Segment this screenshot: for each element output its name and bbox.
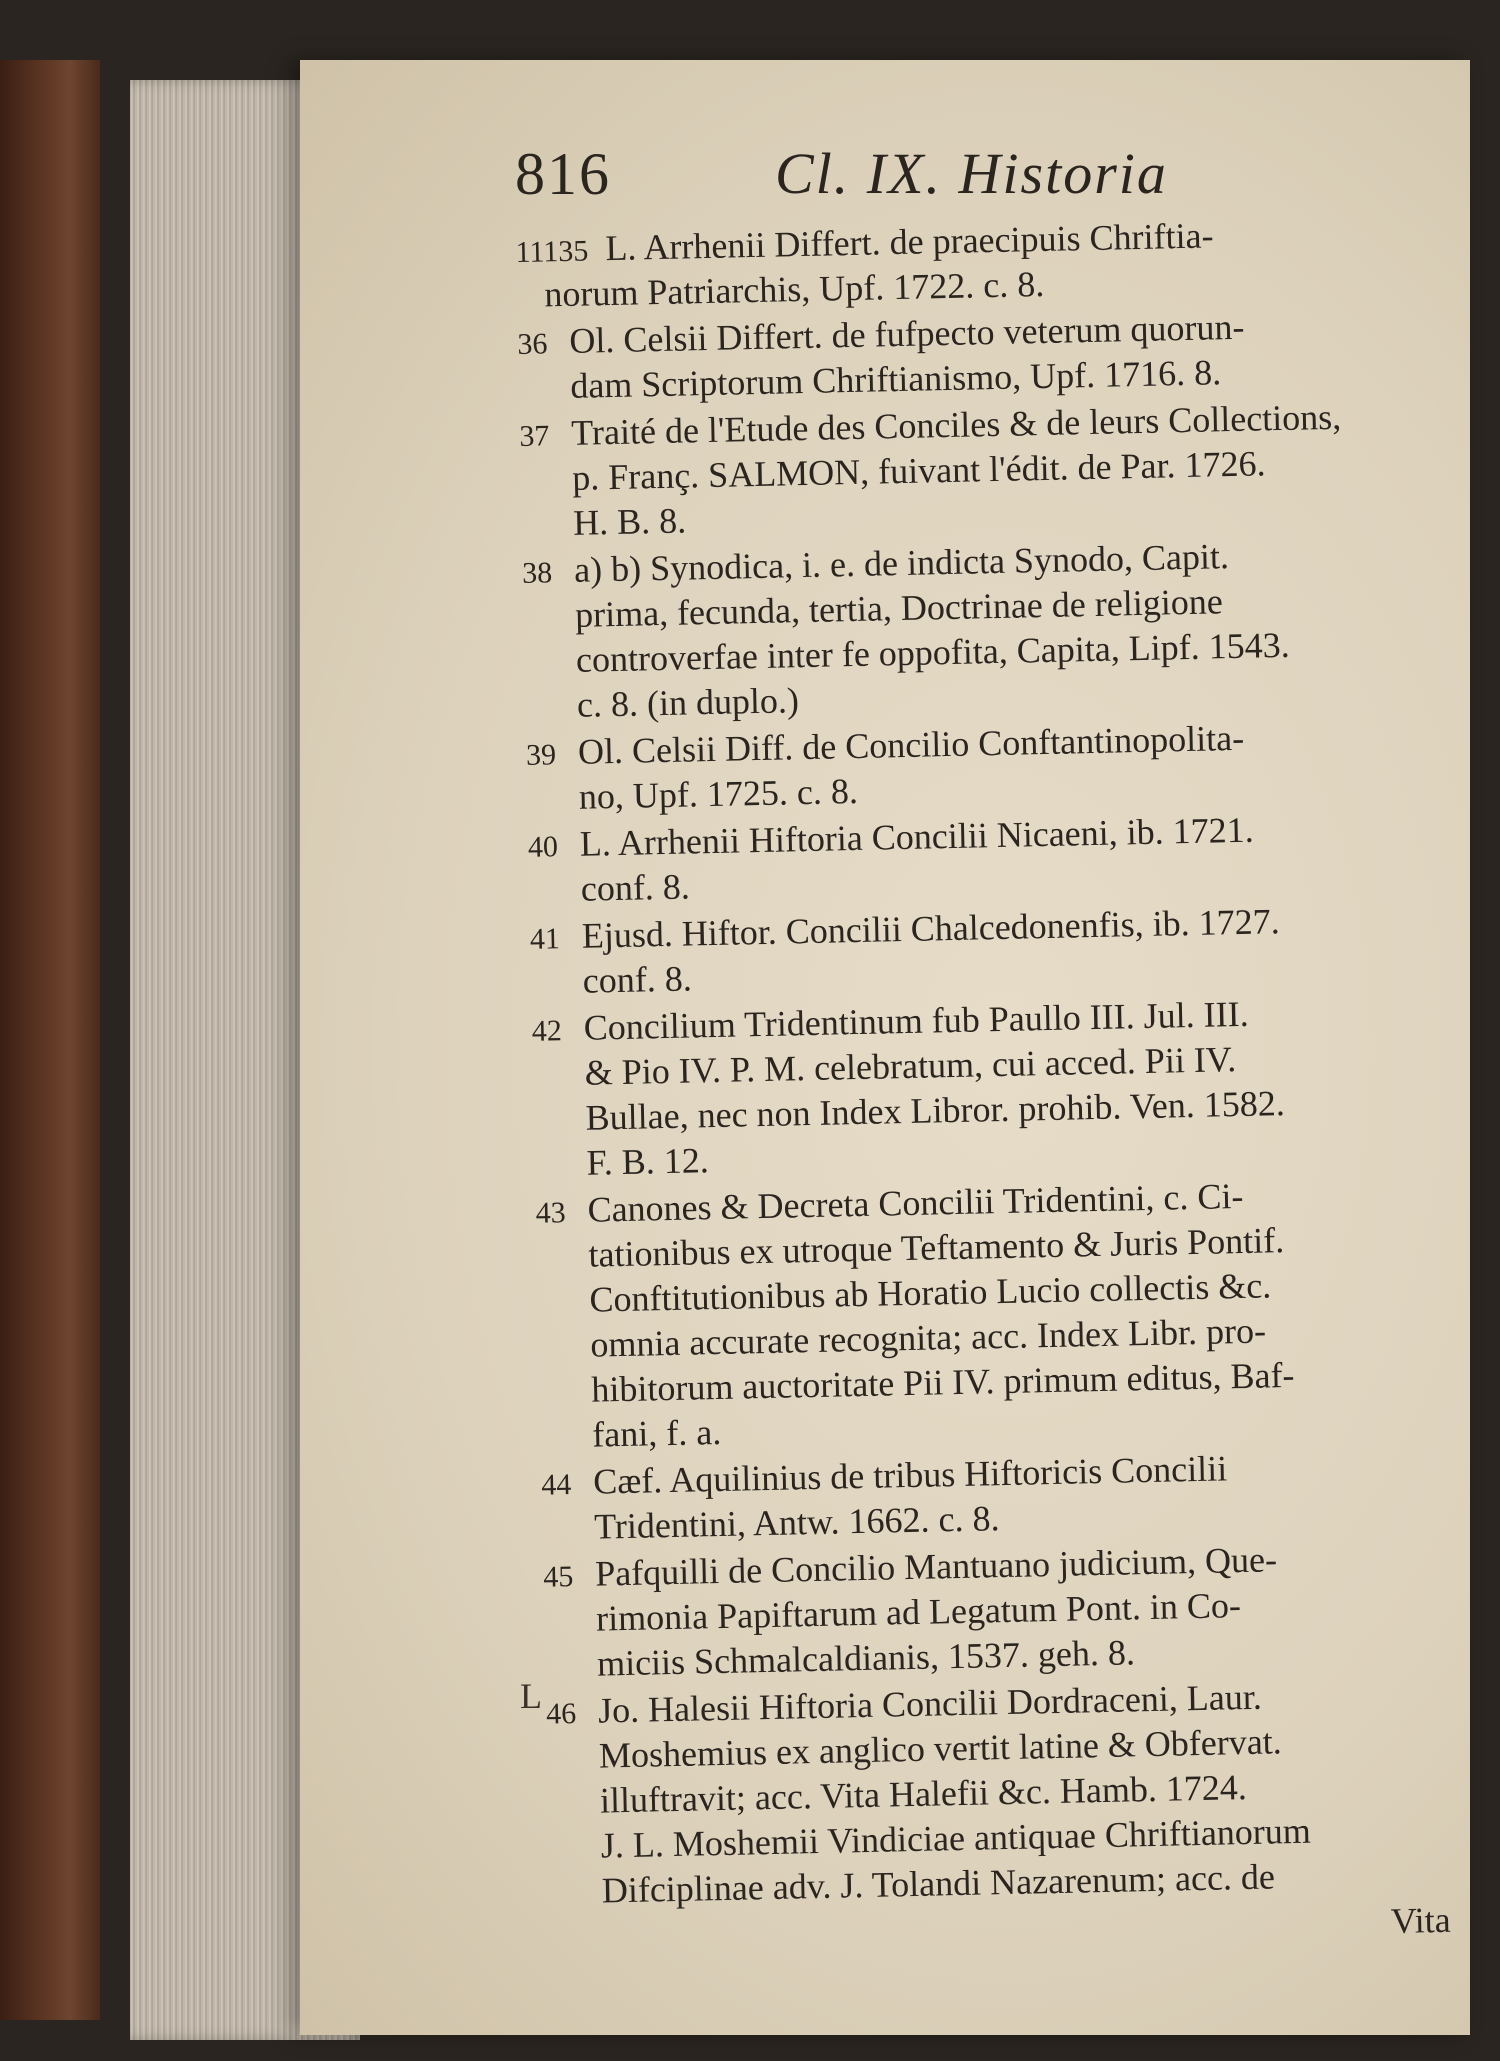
entry-number: 40 [527, 830, 559, 864]
entry-line: conf. 8. [580, 866, 691, 909]
catalog-entry [543, 1534, 1446, 1688]
entry-line: norum Patriarchis, Upf. 1722. c. 8. [543, 263, 1045, 315]
entry-line: fani, f. a. [591, 1411, 722, 1455]
entry-number: 42 [531, 1014, 563, 1048]
entry-number: 45 [542, 1560, 574, 1594]
entry-number: 46 [545, 1697, 577, 1731]
catalog-entry [535, 1170, 1440, 1459]
entry-line: H. B. 8. [572, 500, 687, 543]
catalog-entry [546, 1671, 1451, 1915]
entry-number: 37 [519, 419, 550, 453]
entry-line: Ol. Celsii Diff. de Concilio Conftantinopolita- [577, 717, 1245, 772]
entry-line: p. Franç. SALMON, fuivant l'édit. de Par. 1726. [571, 443, 1266, 498]
catalog-entry [527, 804, 1429, 913]
entry-line: Difciplinae adv. J. Tolandi Nazarenum; acc. de [601, 1856, 1276, 1911]
catalog-entry [515, 209, 1417, 318]
entry-line: L. Arrhenii Hiftoria Concilii Nicaeni, ib. 1721. [579, 809, 1255, 864]
entry-line: Traité de l'Etude des Conciles & de leurs Collections, [570, 396, 1342, 453]
entry-line: no, Upf. 1725. c. 8. [578, 770, 859, 817]
catalog-entry [531, 988, 1435, 1187]
entry-number: 41 [529, 922, 561, 956]
entry-number: 11135 [515, 234, 589, 269]
entry-line: omnia accurate recognita; acc. Index Libr. pro- [589, 1310, 1267, 1365]
entry-number: 39 [525, 738, 557, 772]
page-number: 816 [515, 141, 611, 207]
catalog-entry [529, 896, 1431, 1005]
catalog-entry [519, 393, 1422, 547]
catalog-entries [515, 209, 1451, 1961]
entry-line: illuftravit; acc. Vita Halefii &c. Hamb. 1724. [599, 1767, 1248, 1821]
entry-line: J. L. Moshemii Vindiciae antiquae Chriftianorum [600, 1810, 1312, 1866]
catalog-entry [522, 530, 1426, 729]
entry-line: dam Scriptorum Chriftianismo, Upf. 1716. 8. [569, 352, 1222, 406]
entry-number: 36 [517, 327, 548, 361]
entry-line: Bullae, nec non Index Libror. prohib. Ven. 1582. [585, 1083, 1286, 1138]
entry-line: Concilium Tridentinum fub Paullo III. Jul. III. [583, 993, 1250, 1048]
catalog-entry [517, 301, 1419, 410]
entry-line: Tridentini, Antw. 1662. c. 8. [593, 1498, 1000, 1547]
entry-line: & Pio IV. P. M. celebratum, cui acced. Pii IV. [584, 1039, 1237, 1093]
entry-line: a) b) Synodica, i. e. de indicta Synodo, Capit. [573, 536, 1230, 590]
entry-line: L. Arrhenii Differt. de praecipuis Chriftia- [605, 215, 1214, 269]
book-cover-edge [0, 60, 100, 2020]
entry-line: conf. 8. [582, 958, 693, 1001]
entry-line: miciis Schmalcaldianis, 1537. geh. 8. [596, 1632, 1136, 1684]
running-head: Cl. IX. Historia [775, 141, 1168, 206]
margin-mark: L [520, 1676, 542, 1716]
entry-line: Ol. Celsii Differt. de fufpecto veterum quorun- [568, 306, 1245, 361]
entry-line: controverfae inter fe oppofita, Capita, Lipf. 1543. [575, 624, 1291, 680]
entry-line: c. 8. (in duplo.) [576, 680, 800, 725]
entry-number: 44 [540, 1468, 572, 1502]
entry-number: 38 [521, 556, 553, 590]
entry-line: F. B. 12. [586, 1140, 710, 1183]
catalog-entry [526, 712, 1428, 821]
entry-line: Moshemius ex anglico vertit latine & Obfervat. [598, 1721, 1283, 1776]
catchword: Vita [1390, 1899, 1452, 1942]
entry-line: hibitorum auctoritate Pii IV. primum editus, Baf- [590, 1354, 1295, 1410]
catalog-entry [541, 1442, 1443, 1551]
entry-line: Canones & Decreta Concilii Tridentini, c. Ci- [587, 1175, 1244, 1230]
entry-line: tationibus ex utroque Teftamento & Juris Pontif. [588, 1220, 1285, 1275]
entry-line: Conftitutionibus ab Horatio Lucio collectis &c. [589, 1265, 1272, 1320]
entry-line: Cæf. Aquilinius de tribus Hiftoricis Concilii [592, 1448, 1228, 1502]
entry-line: Jo. Halesii Hiftoria Concilii Dordraceni, Laur. [597, 1676, 1263, 1731]
entry-line: prima, fecunda, tertia, Doctrinae de religione [574, 581, 1224, 635]
entry-line: Pafquilli de Concilio Mantuano judicium, Que- [594, 1539, 1278, 1594]
entry-number: 43 [535, 1196, 566, 1230]
entry-line: Ejusd. Hiftor. Concilii Chalcedonenfis, ib. 1727. [581, 901, 1281, 956]
entry-line: rimonia Papiftarum ad Legatum Pont. in Co- [595, 1585, 1242, 1639]
